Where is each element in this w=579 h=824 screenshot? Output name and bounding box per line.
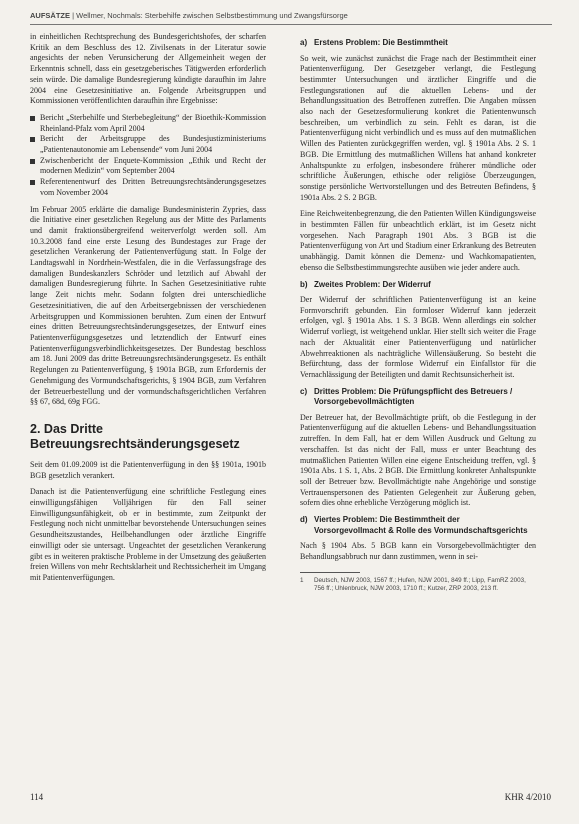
intro-paragraph: in einheitlichen Rechtsprechung des Bundesgerichtshofes, der scharfen Kritik an dem Beschluss des 12. Zivilsenats in der Literatur sowie angesichts der neben Verunsicherung der Allgemeinheit wegen der Erkenntnis schnell, dass ein gesetzgeberisches Tätigwerden erforderlich sein würde. Die damalige Bundesregierung kündigte daraufhin im Jahre 2004 eine Gesetzesinitiative an. Folgende Arbeitsgruppen und Kommissionen veröffentlichten daraufhin ihre Ergebnisse: [30, 32, 266, 106]
bullet-icon [30, 159, 35, 164]
paragraph-c1: Der Betreuer hat, der Bevollmächtigte prüft, ob die Festlegung in der Patientenverfügung auf die aktuellen Lebens- und Behandlungssituation zutreffen. In dem Fall, hat er dem Willen Ausdruck und Geltung zu verschaffen. Ist das nicht der Fall, muss er unter Beachtung des mutmaßlichen Patienten Willen eine eigene Entscheidung treffen, vgl. § 1901a Abs. 1 S. 1, Abs. 2 BGB. Die Ermittlung konkreter Anhaltspunkte soll der Betreuer bzw. Bevollmächtigte nahe Angehörige und sonstige Vertrauenspersonen des Patienten Gelegenheit zur Äußerung geben, sofern dies ohne erhebliche Verzögerung möglich ist. [300, 412, 536, 508]
header-divider [30, 24, 552, 25]
running-header [30, 9, 550, 23]
paragraph-a2: Eine Reichweitenbegrenzung, die den Patienten Willen Kündigungsweise in bestimmten Fällen für unbeachtlich erklärt, ist im Gesetz nicht vorgesehen. Nach Paragraph 1901 Abs. 3 BGB ist die Patientenverfügung von Art und Stadium einer Erkrankung des Betreuten unabhängig. Damit können die Demenz- und Wachkomapatienten, ebenso die Selbstbestimmungsrechte ausüben wie jeder andere auch. [300, 209, 536, 272]
subheading-a-letter: a) [300, 38, 308, 47]
history-paragraph: Im Februar 2005 erklärte die damalige Bundesministerin Zypries, dass die Initiative einer gesetzlichen Regelung aus der Mitte des Parlaments und damit fraktionsübergreifend weiterverfolgt werden soll. Am 10.3.2008 fand eine erste Lesung des Bundestages zur Frage der gesetzlichen Verankerung der Patientenverfügung statt. In Folge der Landtagswahl in Nordrhein-Westfalen, die in die Verfassungsfrage des damaligen Bundeskanzlers Schröder und letztlich auf Abwahl der damaligen Bundesregierung führte. In Sachen Gesetzesinitiative ruhte lange Zeit nichts mehr. Sodann folgten drei unterschiedliche Gesetzesinitiativen, die auf den Arbeitsergebnissen der verschiedenen Arbeitsgruppen und Kommissionen beruhten. Zum einen der Entwurf eines dritten Betreuungsrechtsänderungsgesetzes, der Entwurf eines Patientenverfügungsgesetzes und letztendlich der Entwurf eines Patientenverfügungsverbindlichkeitsgesetzes. Der Bundestag beschloss am 18. Juni 2009 das dritte Betreuungsrechtsänderungsgesetz. Es enthält Regelungen zu Patientenverfügung, § 1901a BGB, zum Erfordernis der Genehmigung des Vormundschaftsgerichts, § 1904 BGB, zum Verfahren der Betreuerbestellung und der vormundschaftsgerichtlichen Verfahren §§ 67, 68d, 69g FGG. [30, 204, 266, 407]
subheading-d-letter: d) [300, 515, 308, 525]
page-number: 114 [30, 792, 44, 802]
paragraph-b1: Der Widerruf der schriftlichen Patientenverfügung ist an keine Formvorschrift gebunden. Ein formloser Widerruf kann jederzeit erfolgen, vgl. § 1901a Abs. 1 S. 3 BGB. Wenn allerdings ein solcher Widerruf vorliegt, ist weitgehend unklar. Hier stellt sich weiter die Frage nach der Aktualität einer Patientenverfügung und natürlicher Abwehrreaktionen als nachträgliche Willensäußerung. So besteht die Befürchtung, dass der formlose Widerruf ein Einfallstor für die Vernachlässigung der Beteiligten und damit Rechtsunsicherheit ist. [300, 295, 536, 379]
section-heading-text: Das Dritte Betreuungsrechtsänderungsgesetz [30, 421, 240, 451]
subheading-d-title-line1: Viertes Problem: Die Bestimmtheit der [314, 515, 460, 525]
paragraph-a1: So weit, wie zunächst zunächst die Frage nach der Bestimmtheit einer Patientenverfügung. Der Gesetzgeber verlangt, die Festlegung bestimmter Untersuchungen und ärztlicher Eingriffe und die Festlegungsrationen auf die aktuellen Lebens- und der Behandlungssituation des Betroffenen zutreffen. Die Angaben müssen also nach der Gesetzesformulierung konkret die Patientenwunsch beschreiben, um verbindlich zu sein. Fehlt es daran, ist die Patientenverfügung nicht verbindlich und es muss auf den mutmaßlichen Willen des Patienten zurückgegriffen werden, vgl. § 1901a Abs. 2 S. 1 BGB. Die Ermittlung des mutmaßlichen Willens hat anhand konkreter Anhaltspunkte zu erfolgen, insbesondere früherer mündliche oder schriftliche Äußerungen, ethische oder religiöse Überzeugungen, sonstige persönliche Wertvorstellungen und des Betreuten Befindens, § 1901a Abs. 2 S. 2 BGB. [300, 53, 536, 202]
subheading-c [300, 387, 536, 408]
section-heading-number: 2. [30, 421, 41, 436]
definition-paragraph: Danach ist die Patientenverfügung eine schriftliche Festlegung eines einwilligungsfähigen Volljährigen für den Fall seiner Einwilligungsunfähigkeit, ob er in bestimmte, zum Zeitpunkt der Festlegung noch nicht unmittelbar bevorstehende Untersuchungen seines Gesundheitszustandes, Heilbehandlungen oder ärztliche Eingriffe einwilligt oder sie untersagt. Ungeachtet der gesetzlichen Verankerung gibt es in weiteren praktische Probleme in der Umsetzung des geäußerten freien Willens von mehr Rechtsklarheit und Rechtssicherheit im Umgang mit Patientenverfügungen. [30, 487, 266, 582]
law-intro-paragraph: Seit dem 01.09.2009 ist die Patientenverfügung in den §§ 1901a, 1901b BGB gesetzlich verankert. [30, 459, 266, 480]
subheading-c-letter: c) [300, 386, 308, 396]
header-separator: | [72, 11, 75, 20]
paragraph-d1: Nach § 1904 Abs. 5 BGB kann ein Vorsorgebevollmächtigter den Behandlungsabbruch nur dann zustimmen, wenn in sei- [300, 541, 536, 561]
subheading-d [300, 515, 536, 536]
bullet-icon [30, 116, 35, 121]
right-column [300, 32, 536, 762]
subheading-c-title-line1: Drittes Problem: Die Prüfungspflicht des Betreuers / [314, 386, 513, 396]
footnote-number: 1 [300, 577, 304, 585]
list-item: Referentenentwurf des Dritten Betreuungsrechtsänderungsgesetzes vom November 2004 [30, 177, 266, 198]
subheading-a [300, 38, 536, 49]
subheading-d-title-line2: Vorsorgevollmacht & Rolle des Vormundschaftsgerichts [314, 525, 528, 535]
subheading-b [300, 280, 536, 291]
bullet-icon [30, 137, 35, 142]
journal-reference: KHR 4/2010 [504, 792, 551, 802]
section-heading [30, 422, 266, 452]
subheading-c-title-line2: Vorsorgebevollmächtigten [314, 397, 415, 407]
list-item: Bericht der Arbeitsgruppe des Bundesjustizministeriums „Patientenautonomie am Lebensende“ vom Juni 2004 [30, 134, 266, 155]
footnote-divider [300, 572, 360, 573]
subheading-b-title: Zweites Problem: Der Widerruf [314, 279, 431, 289]
list-item: Zwischenbericht der Enquete-Kommission „Ethik und Recht der modernen Medizin“ vom September 2004 [30, 156, 266, 177]
subheading-b-letter: b) [300, 279, 308, 289]
header-running-title: Wellmer, Nochmals: Sterbehilfe zwischen Selbstbestimmung und Zwangsfürsorge [76, 11, 348, 20]
report-list [30, 113, 266, 199]
subheading-a-title: Erstens Problem: Die Bestimmtheit [314, 38, 448, 47]
header-section-label: AUFSÄTZE [30, 11, 70, 20]
footnote [300, 577, 536, 593]
bullet-icon [30, 180, 35, 185]
footnote-text: Deutsch, NJW 2003, 1567 ff.; Hufen, NJW 2001, 849 ff.; Lipp, FamRZ 2003, 756 ff.; Uhlenbruck, NJW 2003, 1710 ff.; Kutzer, ZRP 2003, 213 ff. [314, 577, 526, 593]
left-column [30, 32, 266, 762]
list-item: Bericht „Sterbehilfe und Sterbebegleitung“ der Bioethik-Kommission Rheinland-Pfalz vom April 2004 [30, 113, 266, 134]
